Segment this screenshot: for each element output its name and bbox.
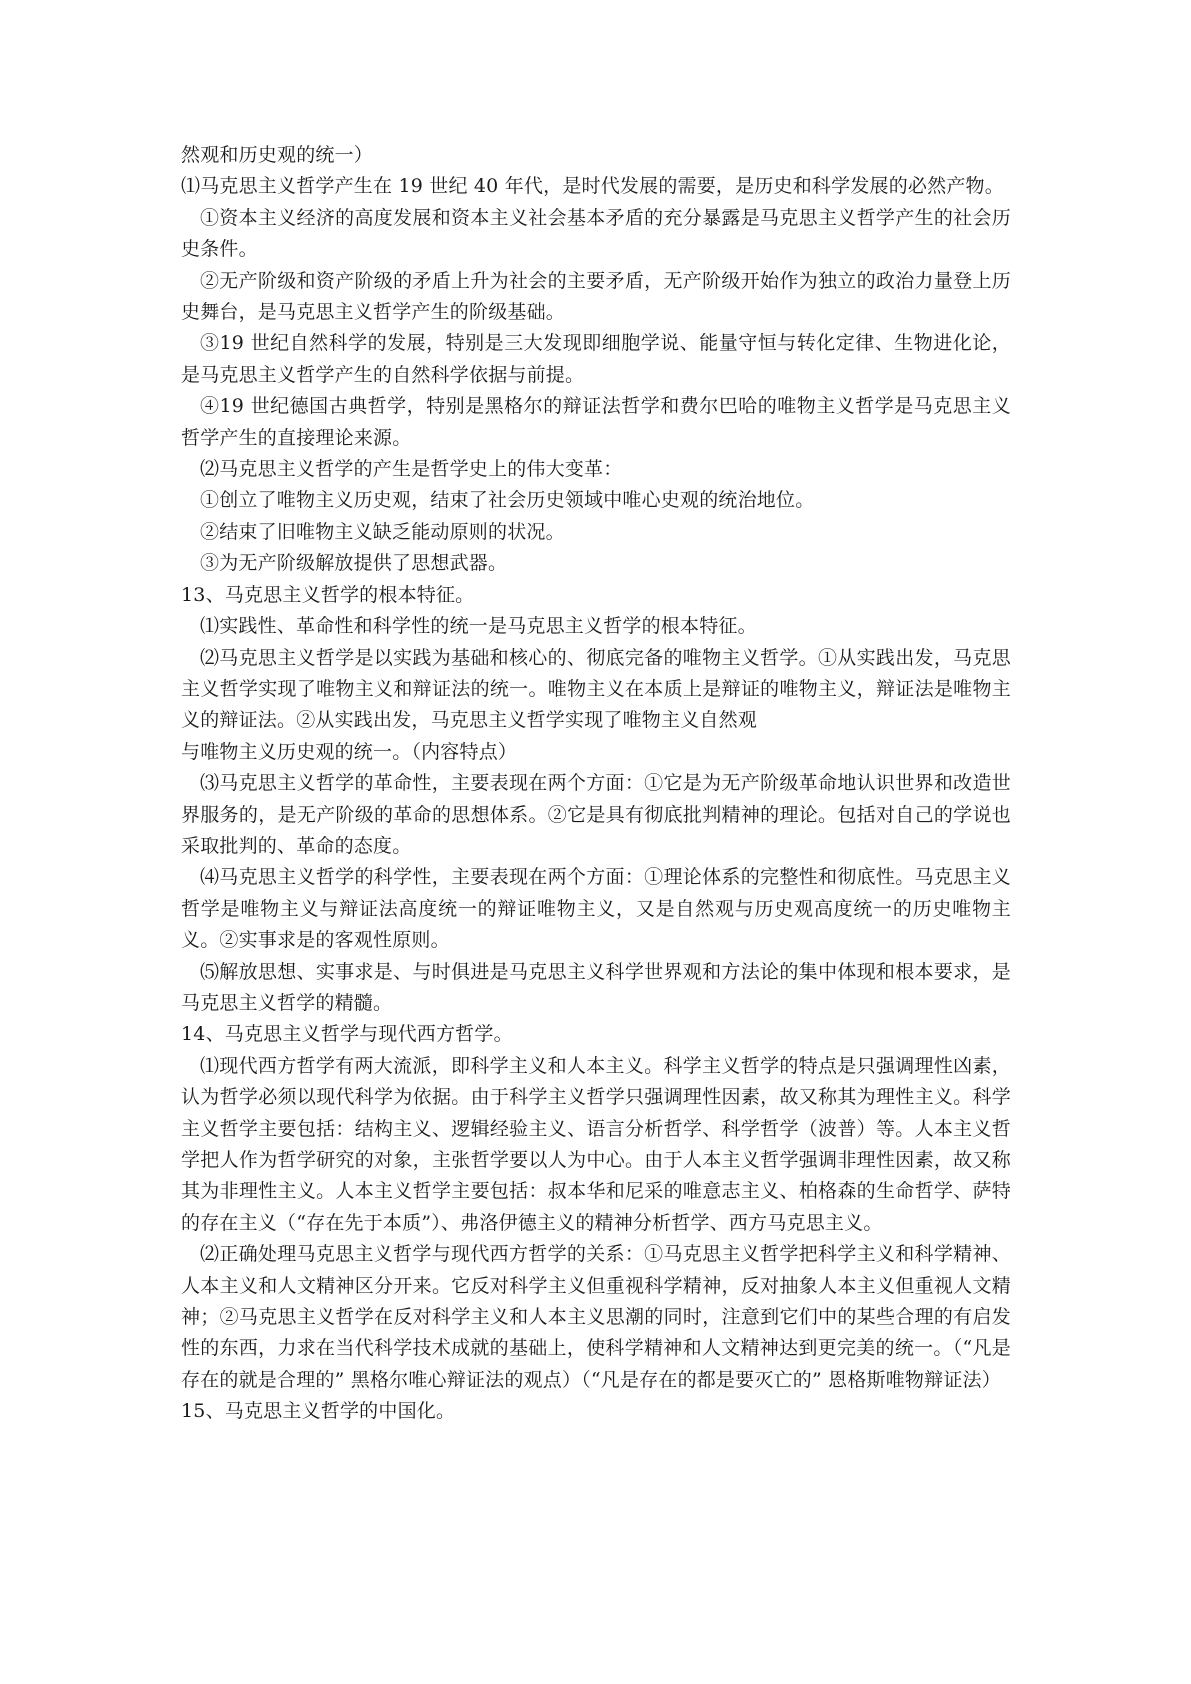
paragraph-science-basis: ③19 世纪自然科学的发展，特别是三大发现即细胞学说、能量守恒与转化定律、生物进化论，是马克思主义哲学产生的自然科学依据与前提。 (181, 332, 1011, 386)
section-heading-13: 13、马克思主义哲学的根本特征。 (181, 583, 475, 606)
paragraph-western-2: ⑵正确处理马克思主义哲学与现代西方哲学的关系：①马克思主义哲学把科学主义和科学精神、人本主义和人文精神区分开来。它反对科学主义但重视科学精神，反对抽象人本主义但重视人文精神；②马克思主义哲学在反对科学主义和人本主义思潮的同时，注意到它们中的某些合理的有启发性的东西，力求在当代科学技术成就的基础上，使科学精神和人文精神达到更完美的统一。（“凡是存在的就是合理的” 黑格尔唯心辩证法的观点）（“凡是存在的都是要灭亡的” 恩格斯唯物辩证法） (181, 1243, 1011, 1391)
paragraph-feature-2-cont: 与唯物主义历史观的统一。（内容特点） (181, 740, 518, 763)
paragraph-feature-1: ⑴实践性、革命性和科学性的统一是马克思主义哲学的根本特征。 (200, 615, 757, 638)
paragraph-social-condition: ①资本主义经济的高度发展和资本主义社会基本矛盾的充分暴露是马克思主义哲学产生的社会历史条件。 (181, 206, 1011, 261)
section-heading-14: 14、马克思主义哲学与现代西方哲学。 (181, 1023, 513, 1046)
paragraph-origin-intro: ⑴马克思主义哲学产生在 19 世纪 40 年代，是时代发展的需要，是历史和科学发展的必然产物。 (181, 175, 1004, 198)
paragraph-continuation: 然观和历史观的统一） (181, 144, 374, 166)
paragraph-great-change: ⑵马克思主义哲学的产生是哲学史上的伟大变革： (200, 458, 623, 481)
paragraph-feature-3: ⑶马克思主义哲学的革命性，主要表现在两个方面：①它是为无产阶级革命地认识世界和改造世界服务的，是无产阶级的革命的思想体系。②它是具有彻底批判精神的理论。包括对自己的学说也采取批判的、革命的态度。 (181, 772, 1011, 857)
paragraph-class-basis: ②无产阶级和资产阶级的矛盾上升为社会的主要矛盾，无产阶级开始作为独立的政治力量登上历史舞台，是马克思主义哲学产生的阶级基础。 (181, 269, 1011, 324)
document-body (181, 140, 1011, 1428)
section-heading-15: 15、马克思主义哲学的中国化。 (181, 1400, 456, 1423)
paragraph-change-item-3: ③为无产阶级解放提供了思想武器。 (200, 552, 508, 575)
paragraph-theory-source: ④19 世纪德国古典哲学，特别是黑格尔的辩证法哲学和费尔巴哈的唯物主义哲学是马克思主义哲学产生的直接理论来源。 (181, 395, 1011, 449)
paragraph-change-item-1: ①创立了唯物主义历史观，结束了社会历史领域中唯心史观的统治地位。 (200, 489, 815, 512)
paragraph-feature-2: ⑵马克思主义哲学是以实践为基础和核心的、彻底完备的唯物主义哲学。①从实践出发，马克思主义哲学实现了唯物主义和辩证法的统一。唯物主义在本质上是辩证的唯物主义，辩证法是唯物主义的辩证法。②从实践出发，马克思主义哲学实现了唯物主义自然观 (181, 646, 1011, 732)
paragraph-feature-4: ⑷马克思主义哲学的科学性，主要表现在两个方面：①理论体系的完整性和彻底性。马克思主义哲学是唯物主义与辩证法高度统一的辩证唯物主义，又是自然观与历史观高度统一的历史唯物主义。②实事求是的客观性原则。 (181, 866, 1011, 952)
paragraph-change-item-2: ②结束了旧唯物主义缺乏能动原则的状况。 (200, 520, 565, 543)
paragraph-feature-5: ⑸解放思想、实事求是、与时俱进是马克思主义科学世界观和方法论的集中体现和根本要求，是马克思主义哲学的精髓。 (181, 960, 1011, 1014)
paragraph-western-1: ⑴现代西方哲学有两大流派，即科学主义和人本主义。科学主义哲学的特点是只强调理性凶素，认为哲学必须以现代科学为依据。由于科学主义哲学只强调理性因素，故又称其为理性主义。科学主义哲学主要包括：结构主义、逻辑经验主义、语言分析哲学、科学哲学（波普）等。人本主义哲学把人作为哲学研究的对象，主张哲学要以人为中心。由于人本主义哲学强调非理性因素，故又称其为非理性主义。人本主义哲学主要包括：叔本华和尼采的唯意志主义、柏格森的生命哲学、萨特的存在主义（“存在先于本质”）、弗洛伊德主义的精神分析哲学、西方马克思主义。 (181, 1054, 1011, 1234)
